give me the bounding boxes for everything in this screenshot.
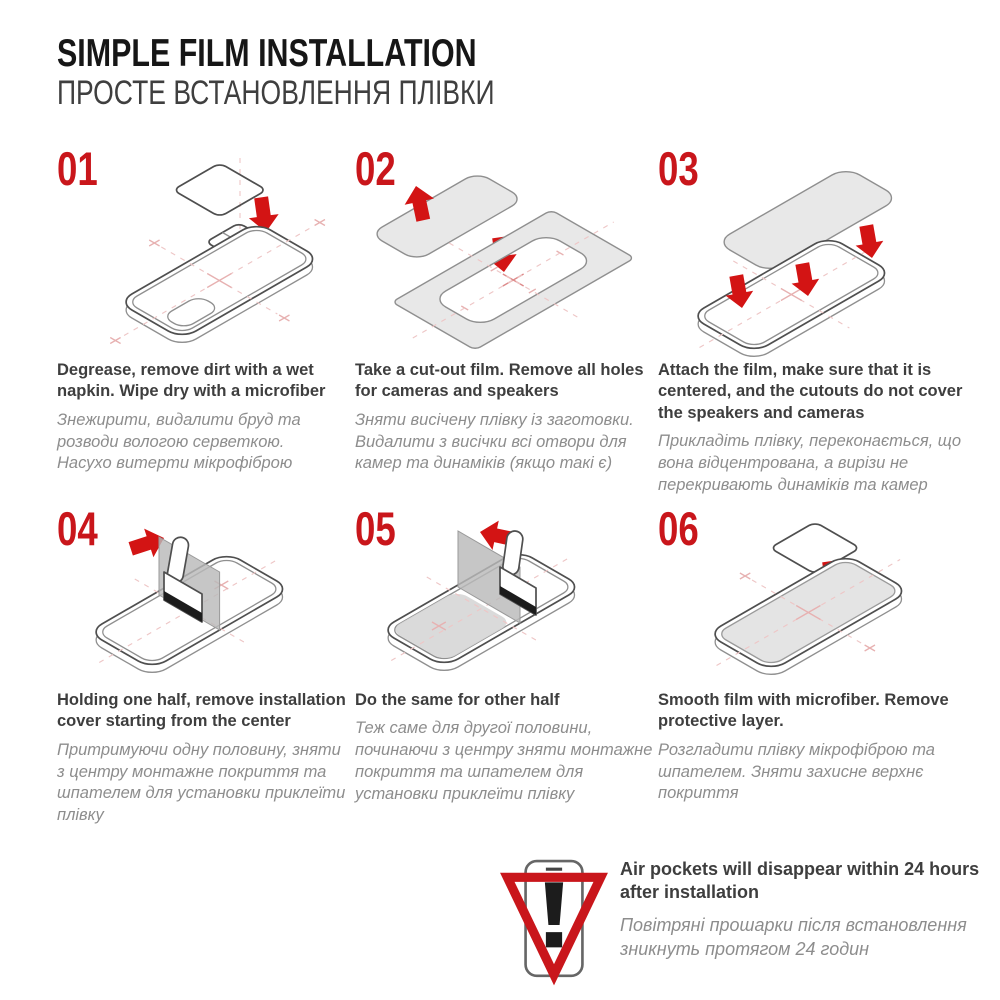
step-03-number: 03: [658, 142, 699, 195]
step-03-illustration: [668, 158, 970, 364]
step-03-text: [658, 360, 968, 497]
phone-icon: [682, 520, 954, 688]
page-title: [57, 34, 595, 75]
step-05-text-en: Do the same for other half: [355, 691, 560, 709]
step-05-text-uk: Теж саме для другої половини, починаючи з центру зняти монтажне покриття та шпателем для установки приклеїти плівку: [355, 719, 653, 803]
warning-text-en: Air pockets will disappear within 24 hours after installation: [620, 859, 980, 903]
napkin-icon: [173, 163, 267, 217]
step-01-text: [57, 360, 337, 475]
warning-text: [620, 858, 992, 961]
step-01-illustration: [88, 152, 340, 364]
step-05-number: 05: [355, 502, 396, 555]
step-06-text-en: Smooth film with microfiber. Remove protective layer.: [658, 691, 949, 731]
warning-text-uk: Повітряні прошарки після встановлення зникнуть протягом 24 годин: [620, 914, 967, 959]
step-02-text-uk: Зняти висічену плівку із заготовки. Видалити з висічки всі отвори для камер та динаміків (якщо такі є): [355, 410, 634, 473]
step-04-text-en: Holding one half, remove installation cover starting from the center: [57, 691, 346, 731]
step-01-text-en: Degrease, remove dirt with a wet napkin. Wipe dry with a microfiber: [57, 361, 326, 401]
exclamation-dot: [546, 932, 562, 947]
step-01-number: 01: [57, 142, 98, 195]
step-04-text: [57, 690, 347, 827]
step-02-text: [355, 360, 655, 475]
step-05-text: [355, 690, 660, 806]
step-06-illustration: [682, 512, 954, 688]
step-05-illustration: [352, 508, 644, 692]
page-title-text: SIMPLE FILM INSTALLATION: [57, 32, 477, 75]
step-02-illustration: [352, 150, 648, 364]
step-02-text-en: Take a cut-out film. Remove all holes for cameras and speakers: [355, 361, 644, 401]
phone-icon: [88, 179, 340, 364]
warning-icon: [498, 856, 610, 990]
page-subtitle-text: ПРОСТЕ ВСТАНОВЛЕННЯ ПЛІВКИ: [57, 74, 495, 112]
step-04-illustration: [68, 512, 360, 692]
step-03-text-en: Attach the film, make sure that it is centered, and the cutouts do not cover the speakers and cameras: [658, 361, 963, 422]
step-01-text-uk: Знежирити, видалити бруд та розводи вологою серветкою. Насухо витерти мікрофіброю: [57, 410, 301, 473]
step-06-text-uk: Розгладити плівку мікрофіброю та шпателем. Зняти захисне верхнє покриття: [658, 740, 935, 803]
step-03-text-uk: Прикладіть плівку, переконається, що вона відцентрована, а вирізи не перекривають динаміків та камер: [658, 432, 962, 494]
step-02-number: 02: [355, 142, 396, 195]
step-04-number: 04: [57, 502, 98, 555]
step-04-text-uk: Притримуючи одну половину, зняти з центру монтажне покриття та шпателем для установки приклеїти плівку: [57, 740, 346, 825]
page-subtitle: [57, 76, 618, 112]
step-06-number: 06: [658, 502, 699, 555]
step-06-text: [658, 690, 968, 805]
